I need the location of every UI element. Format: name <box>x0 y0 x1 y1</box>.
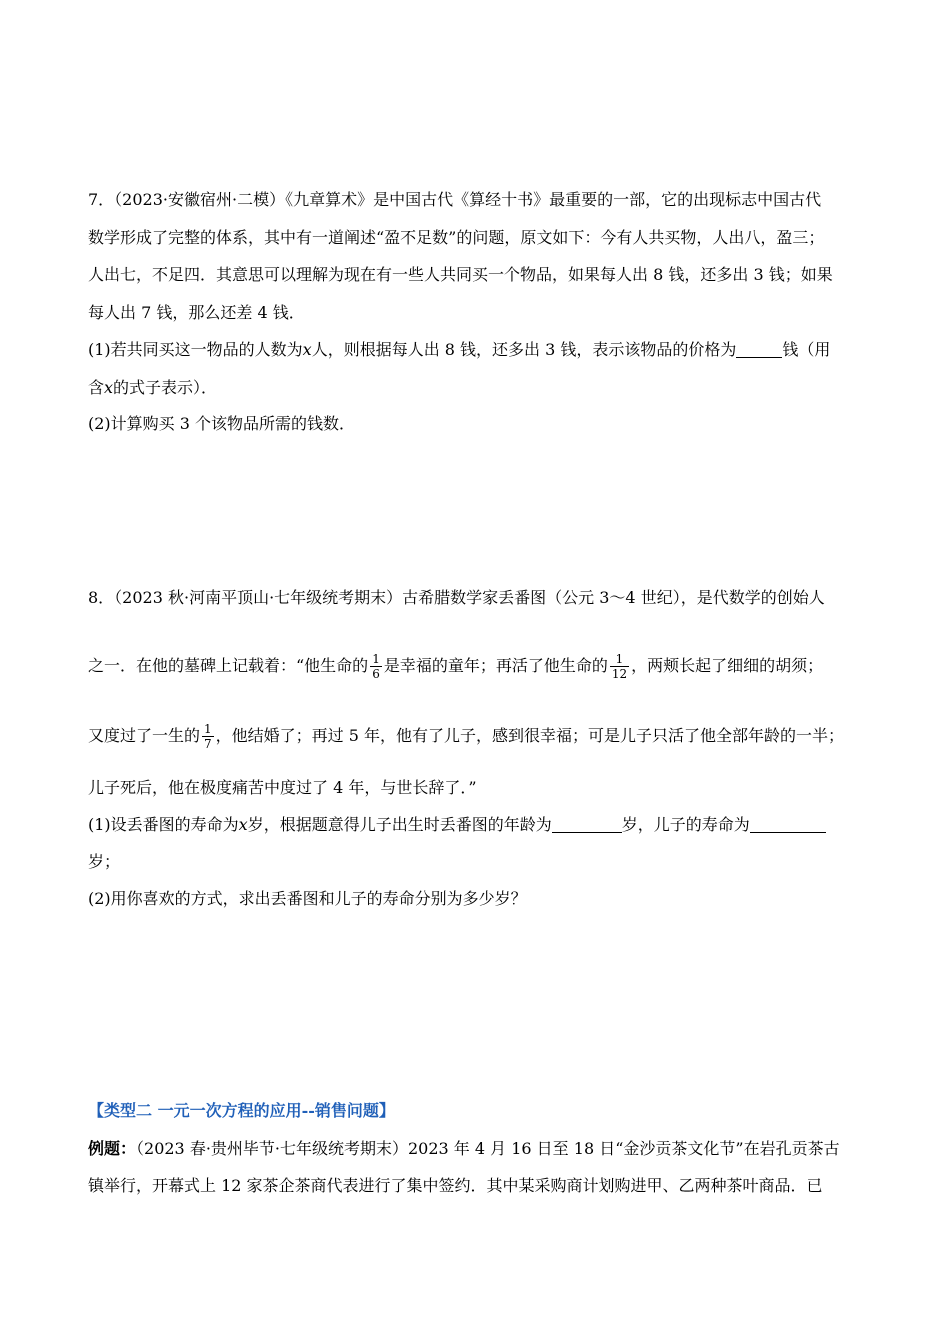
q8-part-1-text-a: (1)设丢番图的寿命为 <box>88 815 239 834</box>
variable-x: x <box>104 378 114 397</box>
fraction-one-twelfth: $\frac{1}{12}$ <box>611 652 628 681</box>
variable-x: x <box>238 815 248 834</box>
q8-part-2: (2)用你喜欢的方式，求出丢番图和儿子的寿命分别为多少岁？ <box>88 889 527 908</box>
q7-part-1-text-b: 人，则根据每人出 8 钱，还多出 3 钱，表示该物品的价格为 <box>311 340 737 359</box>
section-heading: 【类型二 一元一次方程的应用--销售问题】 <box>88 1101 395 1120</box>
q7-line-2: 数学形成了完整的体系，其中有一道阐述“盈不足数”的问题，原文如下：今有人共买物，人出八，盈三； <box>88 228 825 247</box>
q7-part-1-text-a: (1)若共同买这一物品的人数为 <box>88 340 303 359</box>
variable-x: x <box>302 340 312 359</box>
q8-line-2 <box>88 648 823 684</box>
example-text-1: （2023 春·贵州毕节·七年级统考期末）2023 年 4 月 16 日至 18 日“金沙贡茶文化节”在岩孔贡茶古 <box>136 1139 840 1158</box>
fraction-one-sixth: $\frac{1}{6}$ <box>372 652 380 681</box>
q8-line-3-text-b: ，他结婚了；再过 5 年，他有了儿子，感到很幸福；可是儿子只活了他全部年龄的一半； <box>215 726 845 745</box>
q8-line-3-text-a: 又度过了一生的 <box>88 726 201 745</box>
q7-part-1-text-e: 的式子表示）． <box>113 378 218 397</box>
answer-blank-son-lifespan[interactable] <box>750 816 826 833</box>
example-label: 例题： <box>88 1139 137 1158</box>
q8-line-4: 儿子死后，他在极度痛苦中度过了 4 年，与世长辞了．” <box>88 778 477 797</box>
q7-line-4: 每人出 7 钱，那么还差 4 钱． <box>88 303 305 322</box>
example-line-2: 镇举行，开幕式上 12 家茶企茶商代表进行了集中签约．其中某采购商计划购进甲、乙两种茶叶商品．已 <box>88 1176 823 1195</box>
q8-line-2-text-b: 是幸福的童年；再活了他生命的 <box>383 656 608 675</box>
q7-part-1-text-d: 含 <box>88 378 105 397</box>
q7-part-1 <box>88 340 830 360</box>
q8-part-1-text-c: 岁，儿子的寿命为 <box>621 815 750 834</box>
q7-line-1: 7．（2023·安徽宿州·二模）《九章算术》是中国古代《算经十书》最重要的一部，它的出现标志中国古代 <box>88 190 822 209</box>
q8-part-1 <box>88 815 826 835</box>
q8-line-3 <box>88 718 844 754</box>
fraction-one-seventh: $\frac{1}{7}$ <box>204 722 212 751</box>
q7-part-2: (2)计算购买 3 个该物品所需的钱数． <box>88 414 356 433</box>
answer-blank-father-age[interactable] <box>552 816 622 833</box>
q8-part-1-text-b: 岁，根据题意得儿子出生时丢番图的年龄为 <box>247 815 552 834</box>
example-line-1 <box>88 1139 840 1159</box>
q8-line-2-text-c: ，两颊长起了细细的胡须； <box>631 656 824 675</box>
answer-blank-price[interactable] <box>736 341 782 358</box>
q8-line-2-text-a: 之一．在他的墓碑上记载着：“他生命的 <box>88 656 369 675</box>
q7-part-1-cont <box>88 378 217 398</box>
q7-line-3: 人出七，不足四．其意思可以理解为现在有一些人共同买一个物品，如果每人出 8 钱，还多出 3 钱；如果 <box>88 265 833 284</box>
q7-part-1-text-c: 钱（用 <box>782 340 831 359</box>
q8-line-1: 8．（2023 秋·河南平顶山·七年级统考期末）古希腊数学家丢番图（公元 3～4 世纪），是代数学的创始人 <box>88 588 825 607</box>
q8-part-1-cont: 岁； <box>88 852 121 871</box>
